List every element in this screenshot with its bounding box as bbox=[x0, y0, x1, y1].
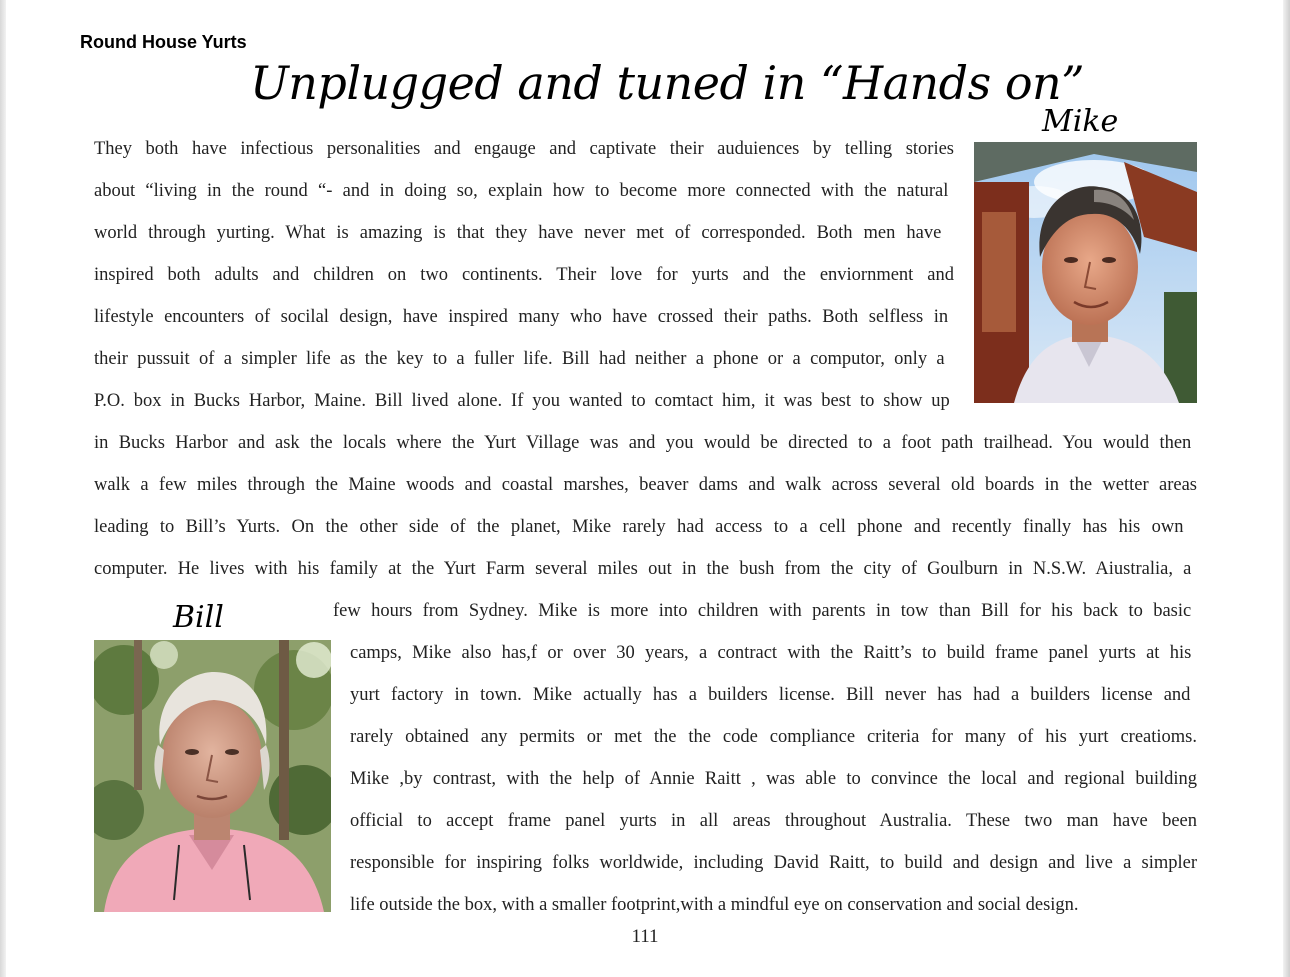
body-line-10: leading to Bill’s Yurts. On the other side of the planet, Mike rarely had access to a cell phone and recently finally has his own bbox=[94, 517, 1184, 537]
body-line-4: inspired both adults and children on two continents. Their love for yurts and the enviornment and bbox=[94, 265, 954, 285]
running-header: Round House Yurts bbox=[80, 32, 247, 52]
body-line-9: walk a few miles through the Maine woods and coastal marshes, beaver dams and walk across several old boards in the wetter areas bbox=[94, 475, 1197, 495]
body-line-2: about “living in the round “- and in doing so, explain how to become more connected with the natural bbox=[94, 181, 949, 201]
page-number: 111 bbox=[631, 926, 659, 947]
page-edge-left bbox=[0, 0, 6, 977]
body-line-8: in Bucks Harbor and ask the locals where the Yurt Village was and you would be directed to a foot path trailhead. You would then bbox=[94, 433, 1192, 453]
body-line-7: P.O. box in Bucks Harbor, Maine. Bill lived alone. If you wanted to comtact him, it was best to show up bbox=[94, 391, 950, 411]
body-line-11: computer. He lives with his family at the Yurt Farm several miles out in the bush from the city of Goulburn in N.S.W. Aiustralia, a bbox=[94, 559, 1192, 579]
body-line-13: camps, Mike also has,f or over 30 years, a contract with the Raitt’s to build frame panel yurts at his bbox=[350, 643, 1192, 663]
body-line-12: few hours from Sydney. Mike is more into children with parents in tow than Bill for his back to basic bbox=[333, 601, 1192, 621]
bill-caption: Bill bbox=[173, 600, 224, 635]
body-line-5: lifestyle encounters of socilal design, have inspired many who have crossed their paths. Both selfless in bbox=[94, 307, 949, 327]
body-line-3: world through yurting. What is amazing is that they have never met of corresponded. Both men have bbox=[94, 223, 942, 243]
bill-portrait-image bbox=[94, 640, 331, 912]
body-line-18: responsible for inspiring folks worldwide, including David Raitt, to build and design and live a simpler bbox=[350, 853, 1197, 873]
body-line-16: Mike ,by contrast, with the help of Annie Raitt , was able to convince the local and regional building bbox=[350, 769, 1197, 789]
mike-caption: Mike bbox=[1042, 104, 1119, 139]
body-line-6: their pussuit of a simpler life as the key to a fuller life. Bill had neither a phone or a computor, only a bbox=[94, 349, 945, 369]
mike-photo bbox=[974, 142, 1197, 403]
bill-photo bbox=[94, 640, 331, 912]
body-line-19: life outside the box, with a smaller footprint,with a mindful eye on conservation and social design. bbox=[350, 895, 1079, 915]
page-edge-right bbox=[1283, 0, 1290, 977]
page-title: Unplugged and tuned in “Hands on” bbox=[250, 56, 1085, 110]
body-line-15: rarely obtained any permits or met the the code compliance criteria for many of his yurt creatioms. bbox=[350, 727, 1197, 747]
mike-portrait-image bbox=[974, 142, 1197, 403]
body-line-1: They both have infectious personalities and engauge and captivate their auduiences by telling stories bbox=[94, 139, 954, 159]
body-line-14: yurt factory in town. Mike actually has a builders license. Bill never has had a builders license and bbox=[350, 685, 1191, 705]
body-line-17: official to accept frame panel yurts in all areas throughout Australia. These two man have been bbox=[350, 811, 1197, 831]
